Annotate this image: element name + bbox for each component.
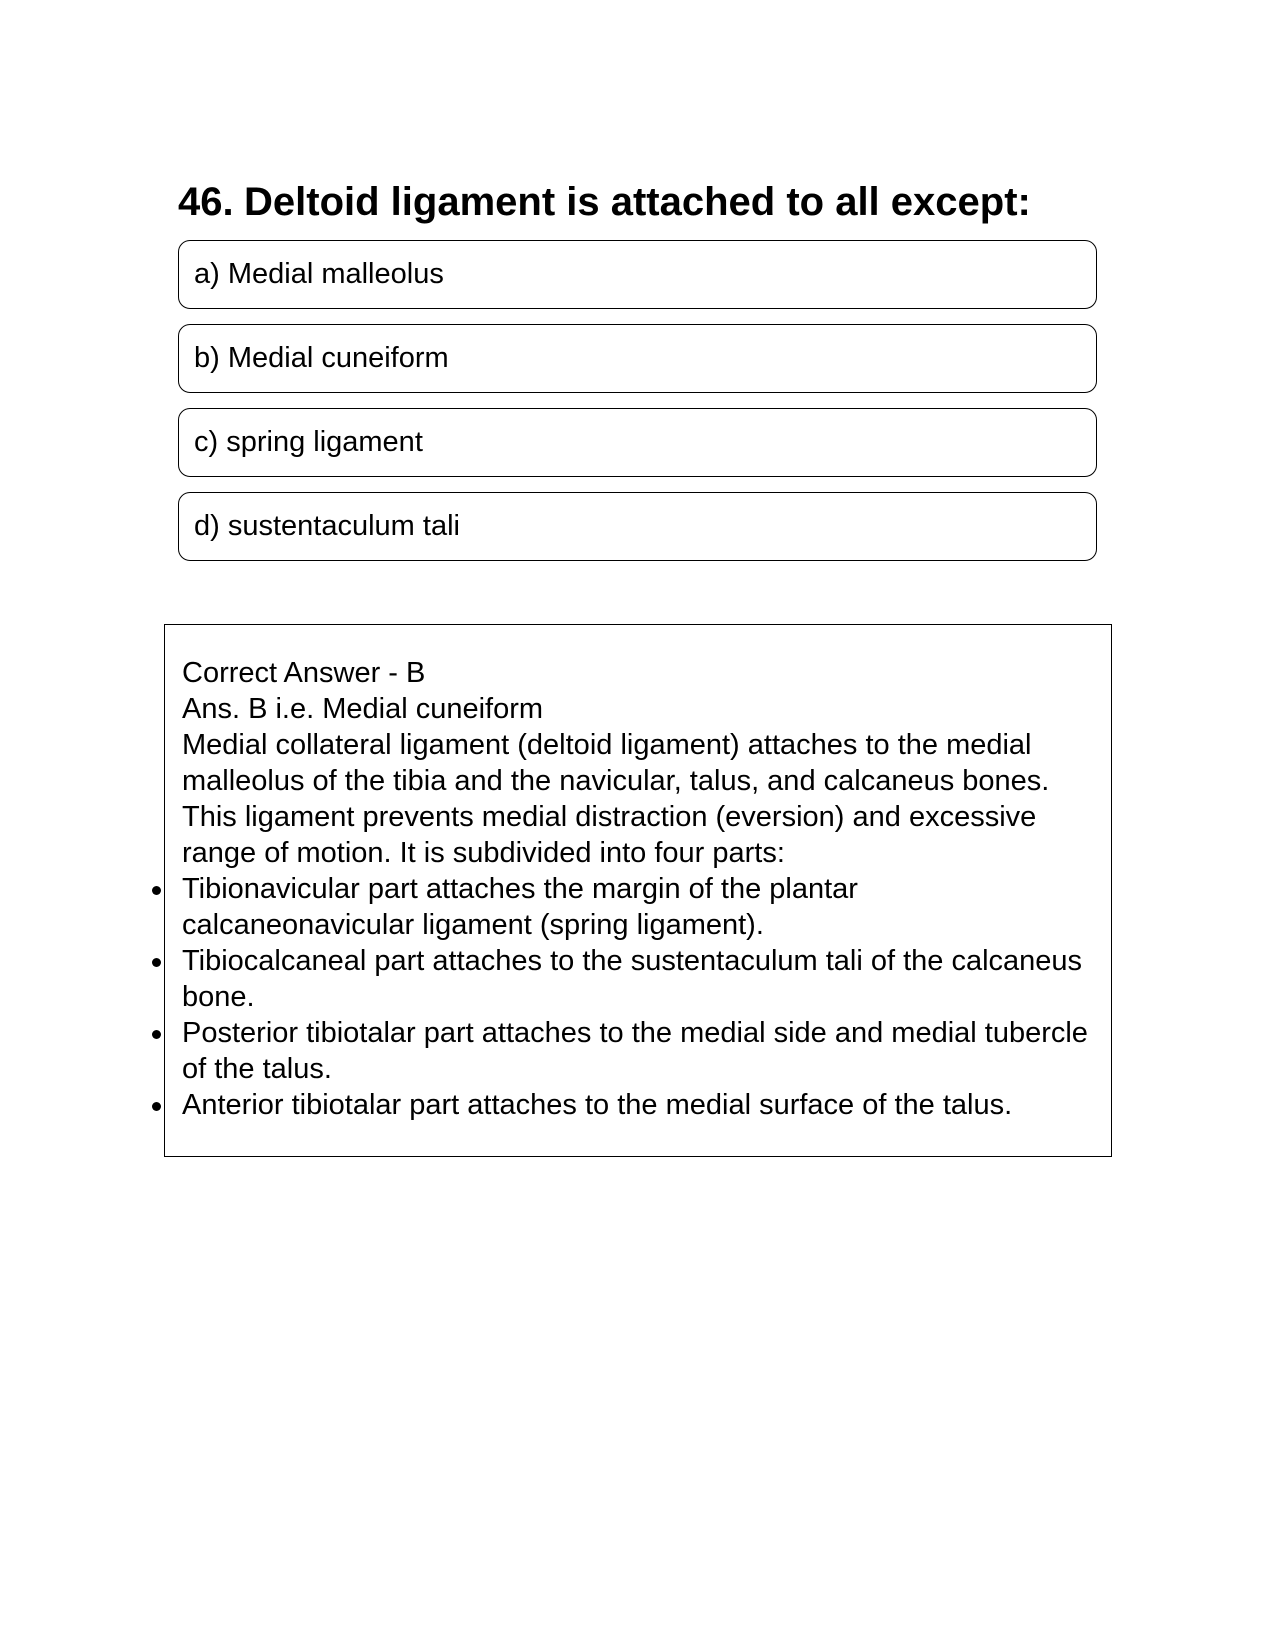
option-d[interactable]: d) sustentaculum tali bbox=[178, 492, 1097, 561]
answer-line: Ans. B i.e. Medial cuneiform bbox=[182, 693, 544, 725]
bullet-text: Tibionavicular part attaches the margin of the plantar calcaneonavicular ligament (spring ligament). bbox=[182, 873, 858, 941]
bullet-icon bbox=[152, 886, 161, 895]
bullet-item bbox=[182, 871, 1095, 943]
options-list bbox=[178, 240, 1098, 561]
option-b[interactable]: b) Medial cuneiform bbox=[178, 324, 1097, 393]
bullet-icon bbox=[152, 1030, 161, 1039]
question-text: Deltoid ligament is attached to all except: bbox=[244, 180, 1031, 224]
bullet-item bbox=[182, 943, 1095, 1015]
question-block bbox=[178, 178, 1098, 576]
explanation-bullets bbox=[182, 871, 1095, 1123]
explanation-text: Medial collateral ligament (deltoid ligament) attaches to the medial malleolus of the tibia and the navicular, talus, and calcaneus bones. This ligament prevents medial distraction (eversion) and excessive range of motion. It is subdivided into four parts: bbox=[182, 729, 1050, 869]
option-c[interactable]: c) spring ligament bbox=[178, 408, 1097, 477]
bullet-icon bbox=[152, 1102, 161, 1111]
bullet-text: Anterior tibiotalar part attaches to the medial surface of the talus. bbox=[182, 1089, 1013, 1121]
correct-answer: Correct Answer - B bbox=[182, 657, 426, 689]
bullet-text: Posterior tibiotalar part attaches to the medial side and medial tubercle of the talus. bbox=[182, 1017, 1088, 1085]
option-a[interactable]: a) Medial malleolus bbox=[178, 240, 1097, 309]
bullet-text: Tibiocalcaneal part attaches to the sustentaculum tali of the calcaneus bone. bbox=[182, 945, 1083, 1013]
question-title bbox=[178, 178, 1098, 226]
bullet-item bbox=[182, 1087, 1095, 1123]
question-number: 46. bbox=[178, 180, 234, 224]
answer-box bbox=[164, 624, 1112, 1157]
bullet-icon bbox=[152, 958, 161, 967]
bullet-item bbox=[182, 1015, 1095, 1087]
